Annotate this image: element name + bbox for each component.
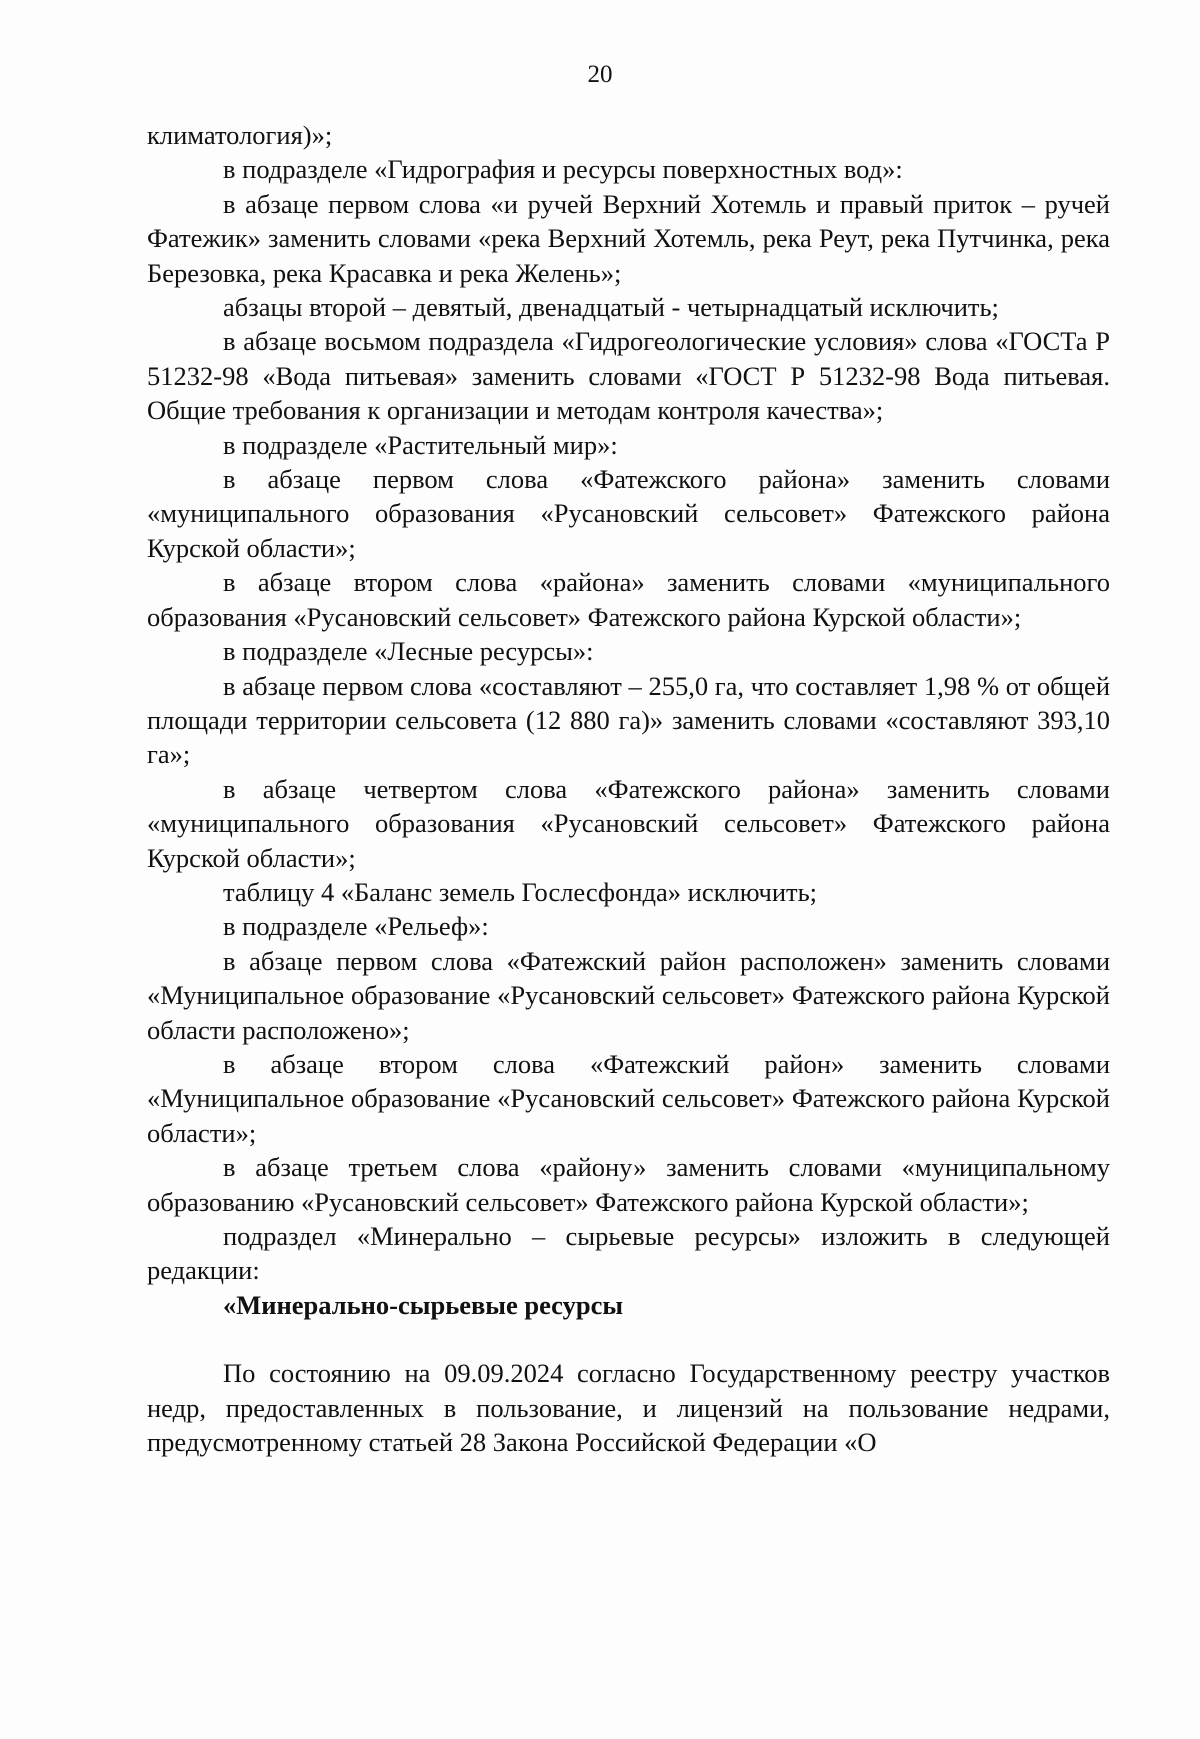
paragraph-flora-second: в абзаце втором слова «района» заменить словами «муниципального образования «Русановский сельсовет» Фатежского района Курской области»; (147, 567, 1110, 632)
paragraph-hydrography-first: в абзаце первом слова «и ручей Верхний Хотемль и правый приток – ручей Фатежик» заменить словами «река Верхний Хотемль, река Реут, река Путчинка, река Березовка, река Красавка и река Желень»; (147, 188, 1110, 288)
paragraph-mineral-intro: подраздел «Минерально – сырьевые ресурсы» изложить в следующей редакции: (147, 1221, 1110, 1286)
paragraph-continuation: климатология)»; (147, 120, 333, 150)
paragraph-forest-first: в абзаце первом слова «составляют – 255,0 га, что составляет 1,98 % от общей площади территории сельсовета (12 880 га)» заменить словами «составляют 393,10 га»; (147, 670, 1110, 770)
paragraph-flora-subsection: в подразделе «Растительный мир»: (223, 429, 618, 460)
paragraph-forest-subsection: в подразделе «Лесные ресурсы»: (223, 636, 594, 667)
page-number: 20 (587, 61, 613, 88)
paragraph-relief-first: в абзаце первом слова «Фатежский район расположен» заменить словами «Муниципальное образование «Русановский сельсовет» Фатежского района Курской области расположено»; (147, 945, 1110, 1045)
paragraph-forest-fourth: в абзаце четвертом слова «Фатежского района» заменить словами «муниципального образования «Русановский сельсовет» Фатежского района Курской области»; (147, 773, 1110, 873)
document-body (147, 118, 1110, 1459)
section-heading-mineral-resources: «Минерально-сырьевые ресурсы (223, 1289, 624, 1320)
paragraph-hydrography-subsection: в подразделе «Гидрография и ресурсы поверхностных вод»: (223, 154, 903, 185)
paragraph-relief-second: в абзаце втором слова «Фатежский район» заменить словами «Муниципальное образование «Русановский сельсовет» Фатежского района Курской области»; (147, 1048, 1110, 1148)
paragraph-exclude-paragraphs: абзацы второй – девятый, двенадцатый - четырнадцатый исключить; (223, 292, 999, 323)
paragraph-table-exclude: таблицу 4 «Баланс земель Гослесфонда» исключить; (223, 876, 818, 907)
paragraph-flora-first: в абзаце первом слова «Фатежского района» заменить словами «муниципального образования «Русановский сельсовет» Фатежского района Курской области»; (147, 464, 1110, 563)
paragraph-mineral-registry: По состоянию на 09.09.2024 согласно Государственному реестру участков недр, предоставленных в пользование, и лицензий на пользование недрами, предусмотренному статьей 28 Закона Российской Федерации «О (147, 1358, 1110, 1458)
paragraph-relief-subsection: в подразделе «Рельеф»: (223, 911, 489, 942)
paragraph-hydrogeology: в абзаце восьмом подраздела «Гидрогеологические условия» слова «ГОСТа Р 51232-98 «Вода питьевая» заменить словами «ГОСТ Р 51232-98 Вода питьевая. Общие требования к организации и методам контроля качества»; (147, 326, 1110, 426)
paragraph-relief-third: в абзаце третьем слова «району» заменить словами «муниципальному образованию «Русановский сельсовет» Фатежского района Курской области»; (147, 1152, 1110, 1217)
